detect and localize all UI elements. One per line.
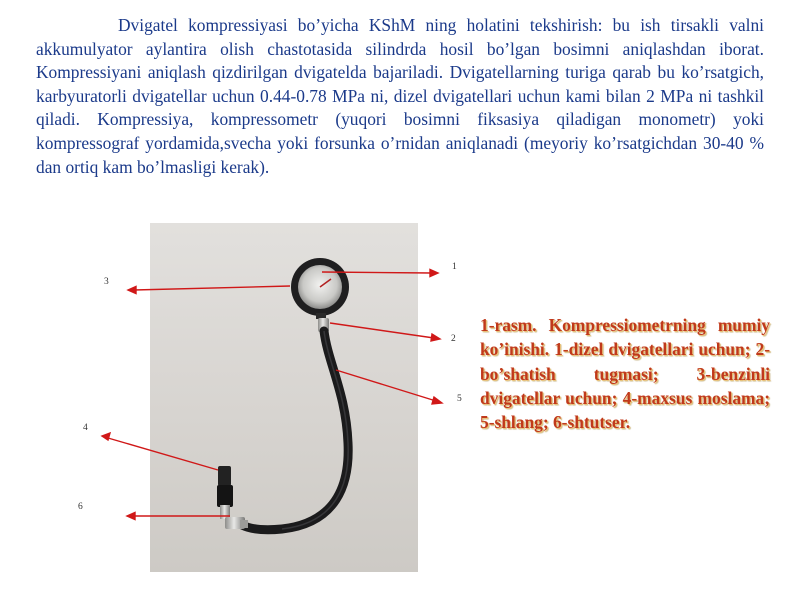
label-1: 1 <box>452 262 457 272</box>
hose <box>242 331 348 530</box>
label-2: 2 <box>451 334 456 344</box>
compressometer-photo <box>150 223 418 572</box>
label-3: 3 <box>104 277 109 287</box>
figure-caption: 1-rasm. Kompressiometrning mumiy ko’inishi. 1-dizel dvigatellari uchun; 2-bo’shatish tugmasi; 3-benzinli dvigatellar uchun; 4-maxsus moslama; 5-shlang; 6-shtutser. <box>480 315 770 433</box>
compressometer-illustration <box>150 223 418 572</box>
special-adapter <box>218 466 231 486</box>
body-paragraph: Dvigatel kompressiyasi bo’yicha KShM ning holatini tekshirish: bu ish tirsakli valni akkumulyator aylantira olish chastotasida silindrda hosil bo’lgan bosimni aniqlashdan iborat. Kompressiyani aniqlash qizdirilgan dvigatelda bajariladi. Dvigatellarning turiga qarab bu ko’rsatgich, karbyuratorli dvigatellar uchun 0.44-0.78 MPa ni, dizel dvigatellari uchun kami bilan 2 MPa ni tashkil qiladi. Kompressiya, kompressometr (yuqori bosimni fiksasiya qiladigan monometr) yoki kompressograf yordamida,svecha yoki forsunka o’rnidan aniqlanadi (meyoriy ko’rsatgichdan 30-40 % dan ortiq kam bo’lmasligi kerak). <box>36 15 764 177</box>
label-5: 5 <box>457 394 462 404</box>
label-6: 6 <box>78 502 83 512</box>
label-4: 4 <box>83 423 88 433</box>
